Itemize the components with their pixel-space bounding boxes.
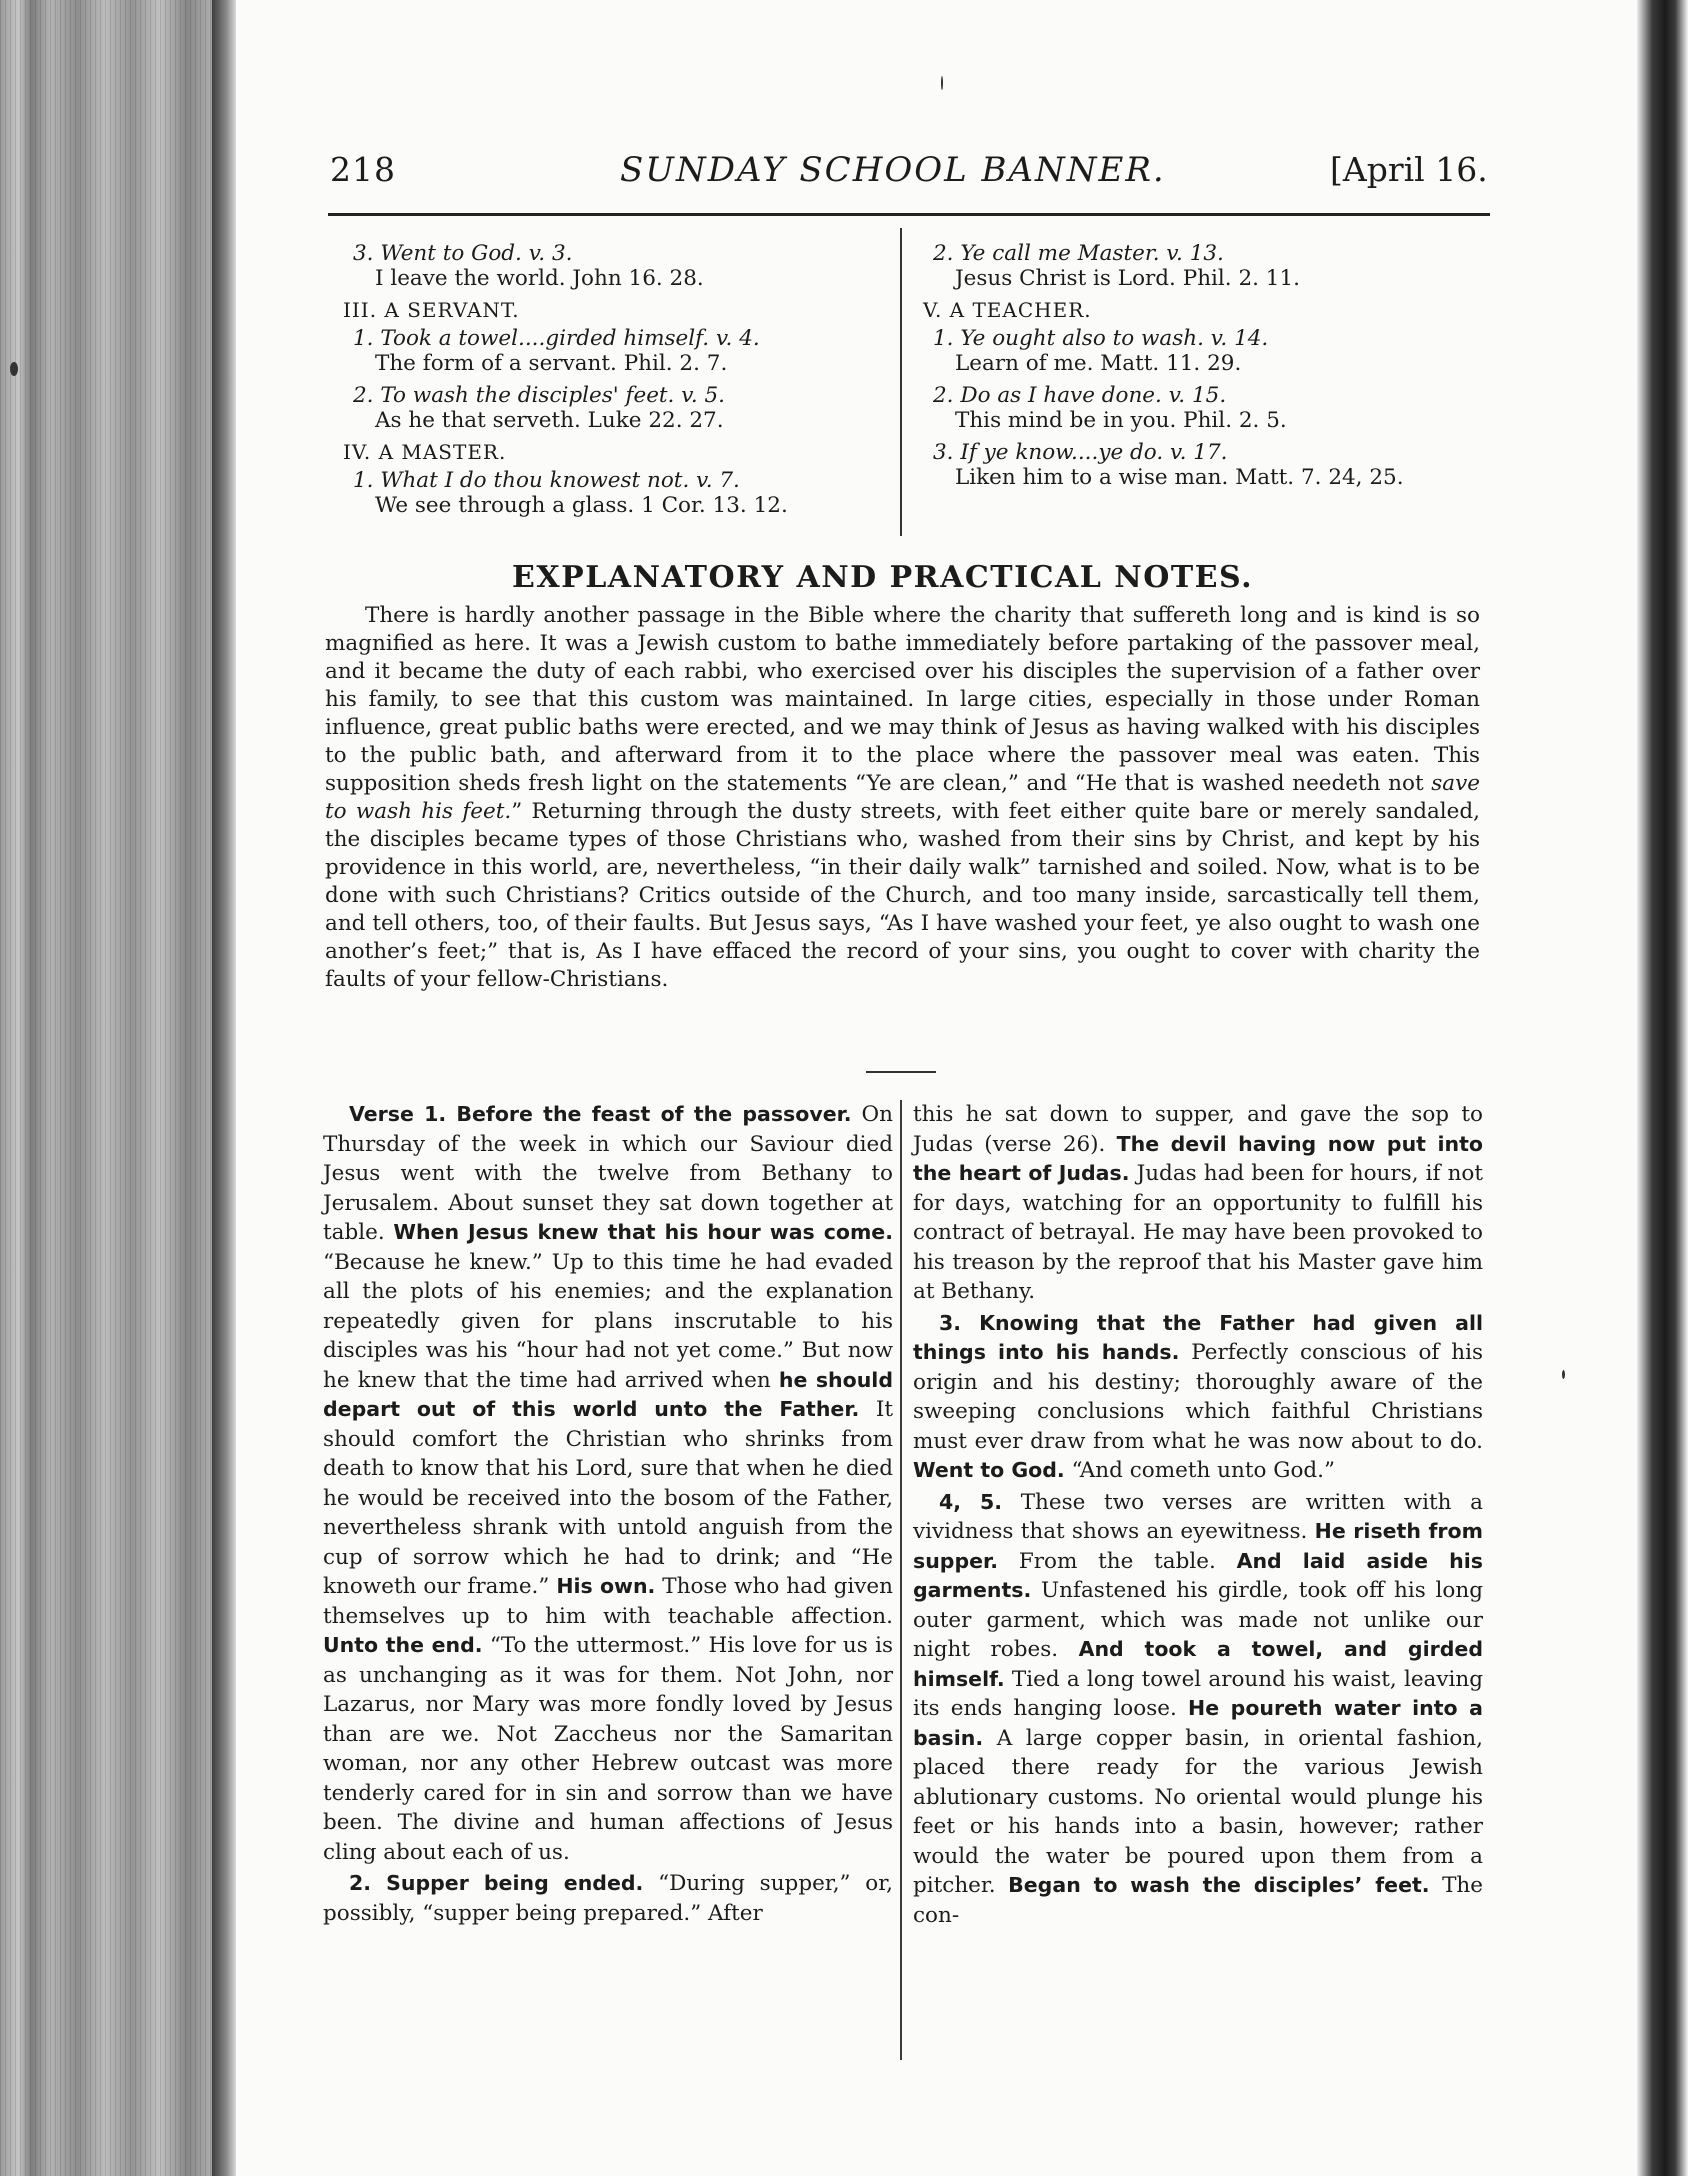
outline-reference: This mind be in you. Phil. 2. 5. <box>955 408 1287 433</box>
outline-entry <box>343 326 888 376</box>
commentary-text: Unfastened his girdle, took off his long outer garment, which was made not unlike our night robes. <box>913 1578 1483 1662</box>
outline-reference: I leave the world. John 16. 28. <box>375 266 704 291</box>
commentary-column-left <box>323 1100 893 1930</box>
page-edge-texture <box>0 0 228 2176</box>
commentary-text: Judas had been for hours, if not for days, watching for an opportunity to fulfill his contract of betrayal. He may have been provoked to his treason by the reproof that his Master gave him at Bethany. <box>913 1161 1483 1304</box>
outline-heading: III. A SERVANT. <box>343 298 520 322</box>
commentary-paragraph <box>913 1488 1483 1931</box>
outline-point: 2. Ye call me Master. v. 13. <box>933 241 1224 266</box>
commentary-text: A large copper basin, in oriental fashion, placed there ready for the various Jewish ablutionary customs. No oriental would plunge his feet or his hands into a basin, however; rather would the water be poured upon them from a pitcher. <box>913 1725 1483 1898</box>
outline-entry <box>923 383 1468 433</box>
commentary-paragraph <box>323 1100 893 1867</box>
verse-phrase: Went to God. <box>913 1458 1065 1482</box>
outline-heading: V. A TEACHER. <box>923 298 1092 322</box>
outline-entry <box>923 326 1468 376</box>
outline-entry <box>343 241 888 291</box>
commentary-text: “To the uttermost.” His love for us is as unchanging as it was for them. Not John, nor Lazarus, nor Mary was more fondly loved by Jesus than are we. Not Zaccheus nor the Samaritan woman, nor any other Hebrew outcast was more tenderly cared for in sin and sorrow than we have been. The divine and human affections of Jesus cling about each of us. <box>323 1633 893 1865</box>
verse-phrase: He riseth from supper. <box>913 1519 1483 1573</box>
commentary-text: this he sat down to supper, and gave the sop to Judas (verse 26). <box>913 1102 1483 1157</box>
outline-point: 1. What I do thou knowest not. v. 7. <box>353 468 740 493</box>
outline-point: 3. If ye know....ye do. v. 17. <box>933 440 1228 465</box>
outline-point: 2. To wash the disciples' feet. v. 5. <box>353 383 725 408</box>
speck <box>941 76 943 90</box>
intro-text-1: There is hardly another passage in the Bible where the charity that suffereth long and is kind is so magnified as here. It was a Jewish custom to bathe immediately before partaking of the passover meal, and it became the duty of each rabbi, who exercised over his disciples the supervision of a father over his family, to see that this custom was maintained. In large cities, especially in those under Roman influence, great public baths were erected, and we may think of Jesus as having walked with his disciples to the public bath, and afterward from it to the place where the passover meal was eaten. This supposition sheds fresh light on the statements “Ye are clean,” and “He that is washed needeth not <box>325 603 1480 796</box>
section-rule <box>866 1071 936 1073</box>
intro-paragraph <box>325 602 1480 994</box>
lesson-outline-left <box>343 238 888 525</box>
commentary-paragraph <box>323 1869 893 1928</box>
verse-phrase: His own. <box>556 1574 656 1598</box>
outline-divider <box>900 228 902 536</box>
commentary-text: These two verses are written with a vividness that shows an eyewitness. <box>913 1489 1483 1544</box>
outline-reference: Liken him to a wise man. Matt. 7. 24, 25. <box>955 465 1404 490</box>
outline-point: 1. Ye ought also to wash. v. 14. <box>933 326 1269 351</box>
commentary-text: From the table. <box>998 1548 1237 1574</box>
commentary-text: It should comfort the Christian who shrinks from death to know that his Lord, sure that when he died he would be received into the bosom of the Father, nevertheless shrank with untold anguish from the cup of sorrow which he had to drink; and “He knoweth our frame.” <box>323 1397 893 1599</box>
verse-phrase: And laid aside his garments. <box>913 1548 1484 1602</box>
commentary-paragraph <box>913 1100 1483 1307</box>
outline-reference: We see through a glass. 1 Cor. 13. 12. <box>375 493 788 518</box>
outline-entry <box>923 440 1468 490</box>
commentary-text: Perfectly conscious of his origin and his destiny; thoroughly aware of the sweeping conclusions which faithful Christians must ever draw from what he was now about to do. <box>913 1340 1483 1454</box>
verse-phrase: When Jesus knew that his hour was come. <box>393 1220 893 1244</box>
page-number: 218 <box>330 150 396 189</box>
outline-point: 2. Do as I have done. v. 15. <box>933 383 1227 408</box>
running-title: SUNDAY SCHOOL BANNER. <box>620 150 1166 190</box>
intro-text-2: save to wash his feet. <box>325 771 1480 824</box>
commentary-column-right <box>913 1100 1483 1932</box>
outline-reference: Learn of me. Matt. 11. 29. <box>955 351 1242 376</box>
verse-phrase: 2. Supper being ended. <box>349 1871 644 1895</box>
verse-phrase: 3. Knowing that the Father had given all things into his hands. <box>913 1310 1483 1364</box>
verse-phrase: Verse 1. Before the feast of the passover. <box>349 1102 852 1126</box>
verse-phrase: The devil having now put into the heart of Judas. <box>913 1131 1483 1185</box>
speck <box>10 362 18 376</box>
commentary-text: The con- <box>913 1873 1483 1928</box>
verse-phrase: Began to wash the disciples’ feet. <box>1008 1873 1430 1897</box>
outline-entry <box>923 298 1468 323</box>
issue-date: [April 16. <box>1330 150 1488 189</box>
speck <box>1562 1370 1565 1379</box>
column-divider <box>900 1100 902 2060</box>
outline-reference: As he that serveth. Luke 22. 27. <box>375 408 724 433</box>
spine-shadow <box>212 0 236 2176</box>
commentary-text: “And cometh unto God.” <box>1064 1458 1335 1483</box>
outline-point: 3. Went to God. v. 3. <box>353 241 573 266</box>
commentary-paragraph <box>913 1309 1483 1486</box>
outline-point: 1. Took a towel....girded himself. v. 4. <box>353 326 760 351</box>
commentary-text: Those who had given themselves up to him with teachable affection. <box>323 1574 893 1629</box>
verse-phrase: he should depart out of this world unto the Father. <box>323 1367 893 1421</box>
verse-phrase: He poureth water into a basin. <box>913 1696 1484 1750</box>
verse-phrase: Unto the end. <box>323 1633 483 1657</box>
outline-entry <box>343 298 888 323</box>
notes-heading: EXPLANATORY AND PRACTICAL NOTES. <box>512 560 1254 595</box>
commentary-text: “Because he knew.” Up to this time he had evaded all the plots of his enemies; and the explanation repeatedly given for plans inscrutable to his disciples was his “hour had not yet come.” But now he knew that the time had arrived when <box>323 1249 893 1393</box>
commentary-text: Tied a long towel around his waist, leaving its ends hanging loose. <box>913 1666 1483 1721</box>
outline-entry <box>343 383 888 433</box>
outline-heading: IV. A MASTER. <box>343 440 507 464</box>
outline-entry <box>343 468 888 518</box>
verse-phrase: 4, 5. <box>939 1489 1003 1514</box>
outline-entry <box>343 440 888 465</box>
lesson-outline-right <box>923 238 1468 497</box>
header-rule <box>328 213 1490 216</box>
commentary-text: “During supper,” or, possibly, “supper being prepared.” After <box>323 1871 893 1926</box>
outline-reference: The form of a servant. Phil. 2. 7. <box>375 351 728 376</box>
outline-entry <box>923 241 1468 291</box>
verse-phrase: And took a towel, and girded himself. <box>913 1637 1483 1691</box>
outline-reference: Jesus Christ is Lord. Phil. 2. 11. <box>955 266 1300 291</box>
intro-text-3: ” Returning through the dusty streets, with feet either quite bare or merely sandaled, the disciples became types of those Christians who, washed from their sins by Christ, and kept by his providence in this world, are, nevertheless, “in their daily walk” tarnished and soiled. Now, what is to be done with such Christians? Critics outside of the Church, and too many inside, sarcastically tell them, and tell others, too, of their faults. But Jesus says, “As I have washed your feet, ye also ought to wash one another’s feet;” that is, As I have effaced the record of your sins, you ought to cover with charity the faults of your fellow-Christians. <box>325 799 1480 992</box>
right-page-edge <box>1637 0 1688 2176</box>
commentary-text: On Thursday of the week in which our Saviour died Jesus went with the twelve from Bethany to Jerusalem. About sunset they sat down together at table. <box>323 1102 893 1245</box>
